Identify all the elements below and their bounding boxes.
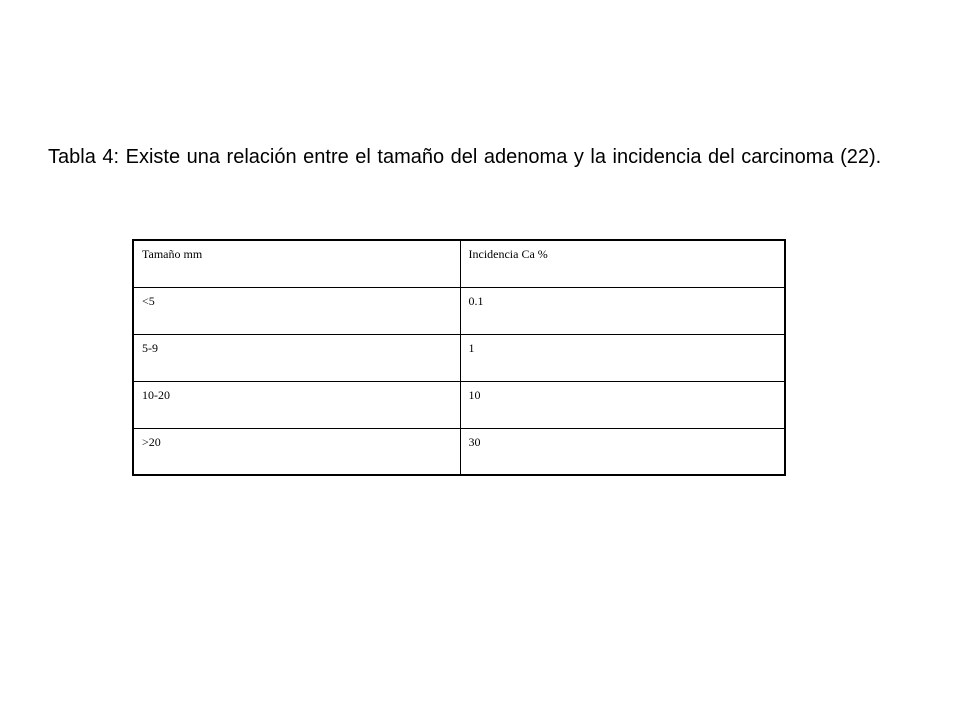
cell-incidence: 10 [460,381,785,428]
cell-size: <5 [133,287,460,334]
table-row [133,287,785,334]
cell-incidence: 0.1 [460,287,785,334]
header-size-mm: Tamaño mm [133,240,460,287]
incidence-table [132,239,786,476]
table-row [133,428,785,475]
cell-incidence: 1 [460,334,785,381]
table-header-row [133,240,785,287]
table-caption: Tabla 4: Existe una relación entre el tamaño del adenoma y la incidencia del carcinoma (22). [48,146,882,168]
cell-size: 10-20 [133,381,460,428]
table-row [133,334,785,381]
header-incidence-ca: Incidencia Ca % [460,240,785,287]
table-row [133,381,785,428]
cell-size: 5-9 [133,334,460,381]
cell-incidence: 30 [460,428,785,475]
cell-size: >20 [133,428,460,475]
